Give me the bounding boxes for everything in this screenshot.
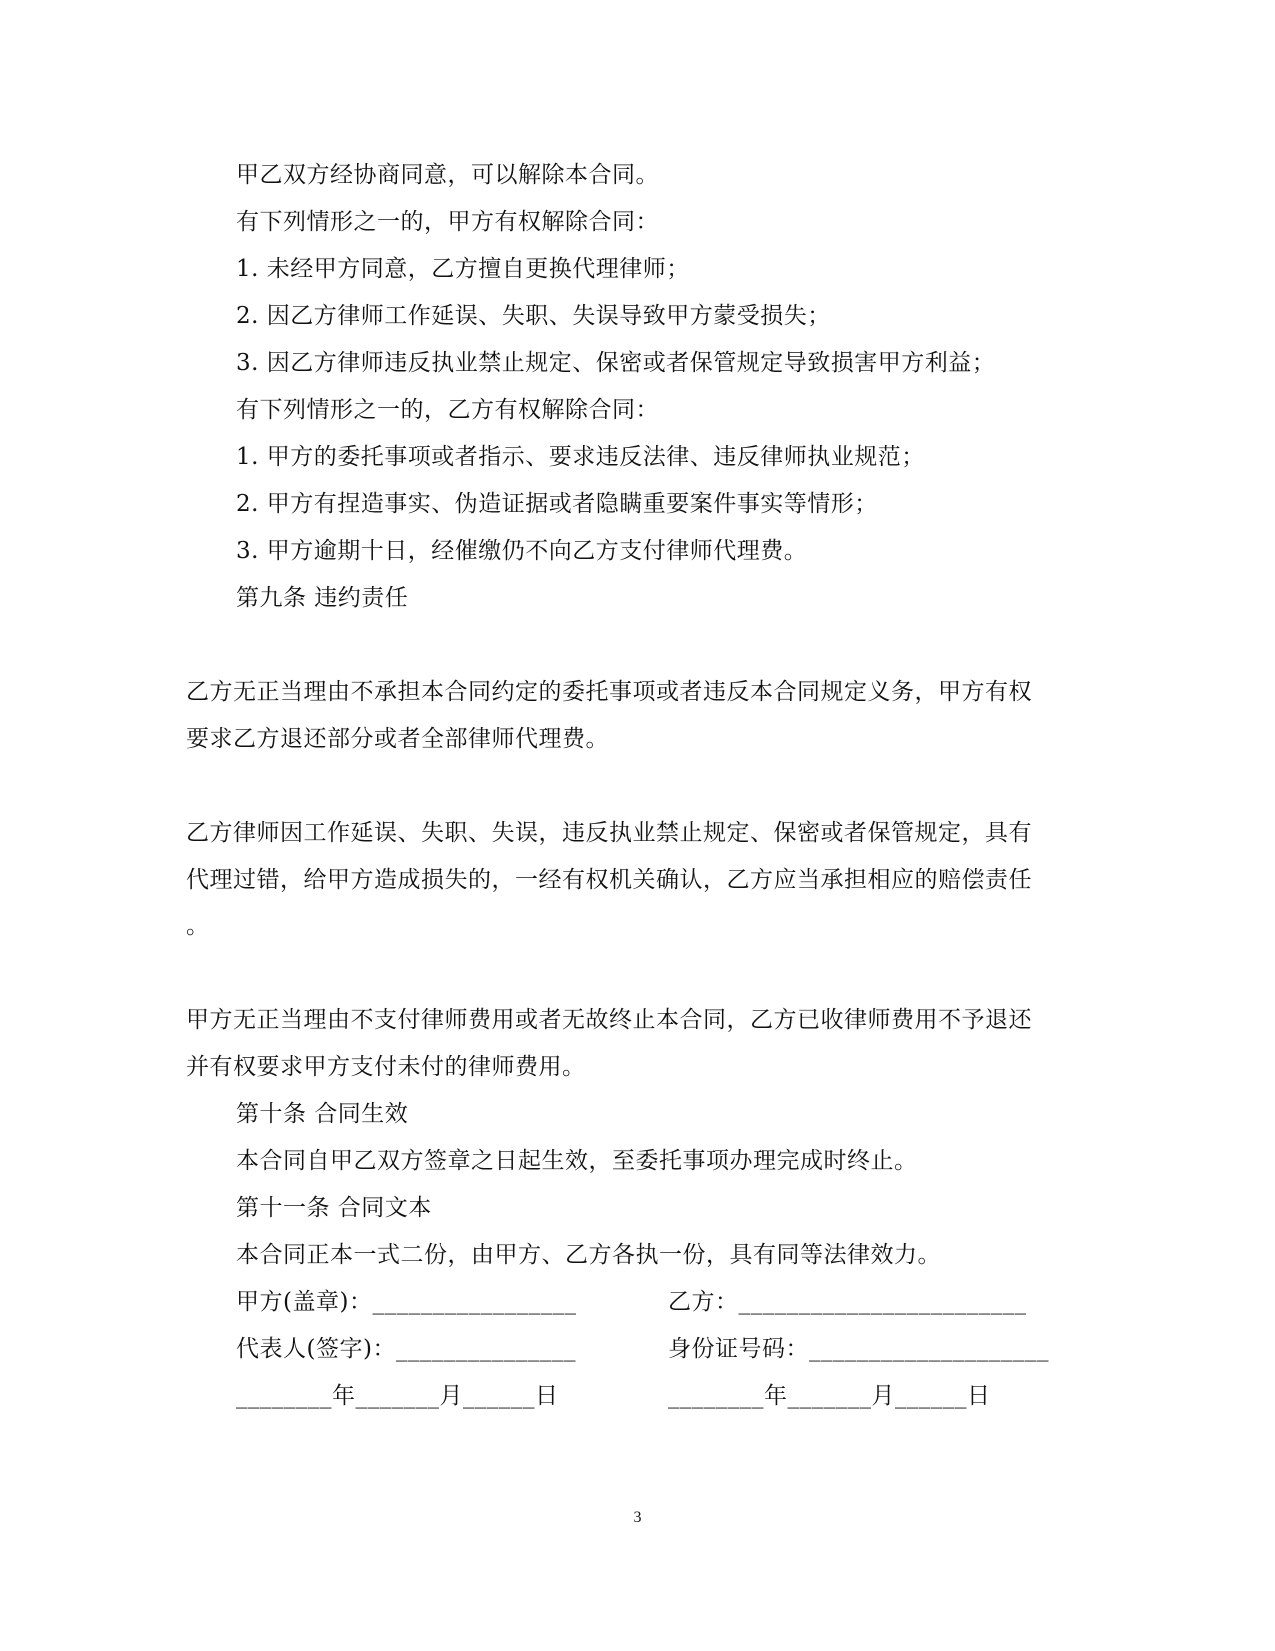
paragraph: 本合同自甲乙双方签章之日起生效，至委托事项办理完成时终止。	[236, 1148, 918, 1174]
id-number-field: 身份证号码：____________________	[668, 1336, 1049, 1362]
paragraph: 有下列情形之一的，乙方有权解除合同：	[236, 397, 659, 423]
paragraph: 本合同正本一式二份，由甲方、乙方各执一份，具有同等法律效力。	[236, 1242, 941, 1268]
party-b-date-field: ________年_______月______日	[668, 1383, 991, 1409]
paragraph: 。	[186, 913, 210, 939]
representative-signature-field: 代表人(签字)：_______________	[236, 1336, 576, 1362]
paragraph: 甲方无正当理由不支付律师费用或者无故终止本合同，乙方已收律师费用不予退还	[186, 1007, 1032, 1033]
section-heading: 第十一条 合同文本	[236, 1195, 432, 1221]
list-item: 2. 甲方有捏造事实、伪造证据或者隐瞒重要案件事实等情形；	[236, 491, 878, 517]
party-a-date-field: ________年_______月______日	[236, 1383, 559, 1409]
list-item: 3. 甲方逾期十日，经催缴仍不向乙方支付律师代理费。	[236, 538, 808, 564]
party-b-field: 乙方：________________________	[668, 1289, 1027, 1315]
paragraph: 有下列情形之一的，甲方有权解除合同：	[236, 209, 659, 235]
paragraph: 乙方律师因工作延误、失职、失误，违反执业禁止规定、保密或者保管规定，具有	[186, 820, 1032, 846]
paragraph: 代理过错，给甲方造成损失的，一经有权机关确认，乙方应当承担相应的赔偿责任	[186, 867, 1032, 893]
list-item: 3. 因乙方律师违反执业禁止规定、保密或者保管规定导致损害甲方利益；	[236, 350, 996, 376]
section-heading: 第九条 违约责任	[236, 585, 409, 611]
list-item: 1. 甲方的委托事项或者指示、要求违反法律、违反律师执业规范；	[236, 444, 925, 470]
list-item: 2. 因乙方律师工作延误、失职、失误导致甲方蒙受损失；	[236, 303, 831, 329]
party-a-seal-field: 甲方(盖章)：_________________	[236, 1289, 577, 1315]
page-number: 3	[633, 1509, 642, 1526]
paragraph: 甲乙双方经协商同意，可以解除本合同。	[236, 162, 659, 188]
paragraph: 要求乙方退还部分或者全部律师代理费。	[186, 726, 609, 752]
paragraph: 乙方无正当理由不承担本合同约定的委托事项或者违反本合同规定义务，甲方有权	[186, 679, 1032, 705]
list-item: 1. 未经甲方同意，乙方擅自更换代理律师；	[236, 256, 690, 282]
section-heading: 第十条 合同生效	[236, 1101, 409, 1127]
paragraph: 并有权要求甲方支付未付的律师费用。	[186, 1054, 586, 1080]
